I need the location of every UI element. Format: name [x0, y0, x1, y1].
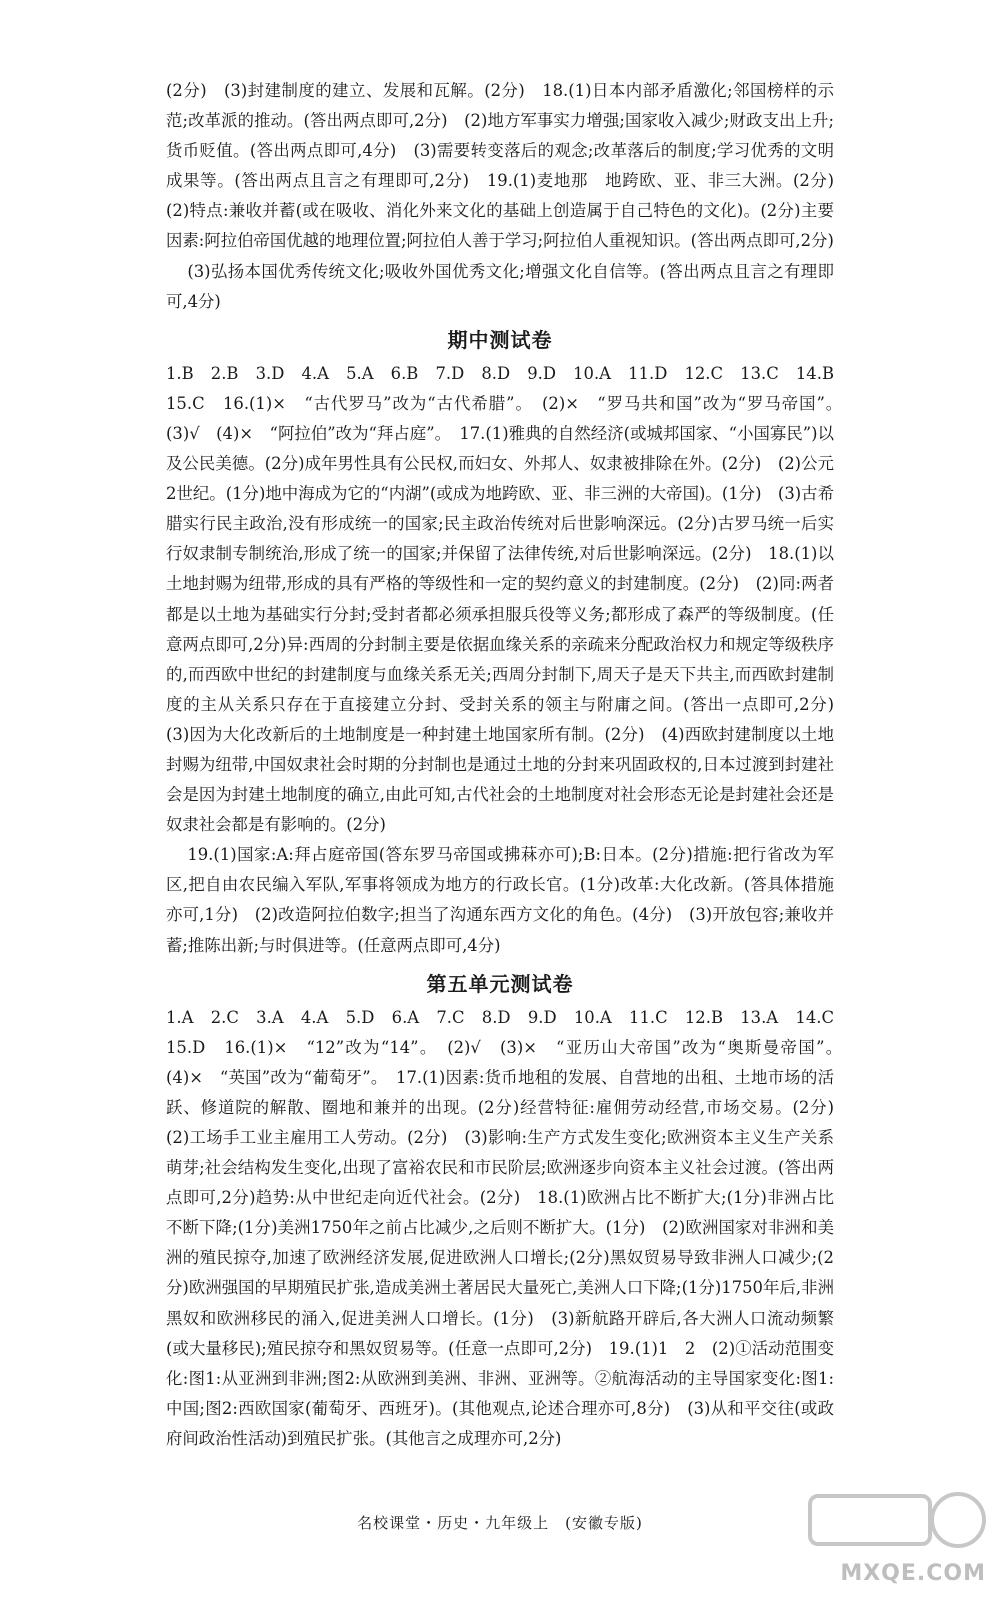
answer-page [166, 76, 851, 1454]
paragraph-top-1: (2分) (3)封建制度的建立、发展和瓦解。(2分) 18.(1)日本内部矛盾激化;邻国榜样的示范;改革派的推动。(答出两点即可,2分) (2)地方军事实力增强;国家收入减少;财政支出上升;货币贬值。(答出两点即可,4分) (3)需要转变落后的观念;改革落后的制度;学习优秀的文明成果等。(答出两点且言之有理即可,2分) 19.(1)麦地那 地跨欧、亚、非三大洲。(2分) (2)特点:兼收并蓄(或在吸收、消化外来文化的基础上创造属于自己特色的文化)。(2分)主要因素:阿拉伯帝国优越的地理位置;阿拉伯人善于学习;阿拉伯人重视知识。(答出两点即可,2分) [166, 81, 851, 251]
watermark-text: MXQE.COM [840, 1561, 986, 1586]
paragraph-midterm-1: 1.B 2.B 3.D 4.A 5.A 6.B 7.D 8.D 9.D 10.A 11.D 12.C 13.C 14.B 15.C 16.(1)× “古代罗马”改为“古代希腊”。 (2)× “罗马共和国”改为“罗马帝国”。 (3)√ (4)× “阿拉伯”改为“拜占庭”。 17.(1)雅典的自然经济(或城邦国家、“小国寡民”)以及公民美德。(2分)成年男性具有公民权,而妇女、外邦人、奴隶被排除在外。(2分) (2)公元2世纪。(1分)地中海成为它的“内湖”(或成为地跨欧、亚、非三洲的大帝国)。(1分) (3)古希腊实行民主政治,没有形成统一的国家;民主政治传统对后世影响深远。(2分)古罗马统一后实行奴隶制专制统治,形成了统一的国家;并保留了法律传统,对后世影响深远。(2分) 18.(1)以土地封赐为纽带,形成的具有严格的等级性和一定的契约意义的封建制度。(2分) (2)同:两者都是以土地为基础实行分封;受封者都必须承担服兵役等义务;都形成了森严的等级制度。(任意两点即可,2分)异:西周的分封制主要是依据血缘关系的亲疏来分配政治权力和规定等级秩序的,而西欧中世纪的封建制度与血缘关系无关;西周分封制下,周天子是天下共主,而西欧封建制度的主从关系只存在于直接建立分封、受封关系的领主与附庸之间。(答出一点即可,2分) (3)因为大化改新后的土地制度是一种封建土地国家所有制。(2分) (4)西欧封建制度以土地封赐为纽带,中国奴隶社会时期的分封制也是通过土地的分封来巩固政权的,日本过渡到封建社会是因为封建土地制度的确立,由此可知,古代社会的土地制度对社会形态无论是封建社会还是奴隶社会都是有影响的。(2分) [166, 363, 851, 835]
section-title-unit5: 第五单元测试卷 [426, 971, 574, 996]
watermark-logo [790, 1486, 986, 1586]
paragraph-midterm-2: 19.(1)国家:A:拜占庭帝国(答东罗马帝国或拂菻亦可);B:日本。(2分)措施:把行省改为军区,把自由农民编入军队,军事将领成为地方的行政长官。(1分)改革:大化改新。(答具体措施亦可,1分) (2)改造阿拉伯数字;担当了沟通东西方文化的角色。(4分) (3)开放包容;兼收并蓄;推陈出新;与时俱进等。(任意两点即可,4分) [166, 845, 834, 955]
paragraph-top-2: (3)弘扬本国优秀传统文化;吸收外国优秀文化;增强文化自信等。(答出两点且言之有理即可,4分) [166, 261, 834, 311]
section-title-midterm: 期中测试卷 [447, 327, 553, 352]
footer-edition: (安徽专版) [565, 1514, 643, 1532]
watermark-badge-icon [790, 1486, 986, 1556]
paragraph-unit5-1: 1.A 2.C 3.A 4.A 5.D 6.A 7.C 8.D 9.D 10.A 11.C 12.B 13.A 14.C 15.D 16.(1)× “12”改为“14”。 (2)√ (3)× “亚历山大帝国”改为“奥斯曼帝国”。 (4)× “英国”改为“葡萄牙”。 17.(1)因素:货币地租的发展、自营地的出租、土地市场的活跃、修道院的解散、圈地和兼并的出现。(2分)经营特征:雇佣劳动经营,市场交易。(2分) (2)工场手工业主雇用工人劳动。(2分) (3)影响:生产方式发生变化;欧洲资本主义生产关系萌芽;社会结构发生变化,出现了富裕农民和市民阶层;欧洲逐步向资本主义社会过渡。(答出两点即可,2分)趋势:从中世纪走向近代社会。(2分) 18.(1)欧洲占比不断扩大;(1分)非洲占比不断下降;(1分)美洲1750年之前占比减少,之后则不断扩大。(1分) (2)欧洲国家对非洲和美洲的殖民掠夺,加速了欧洲经济发展,促进欧洲人口增长;(2分)黑奴贸易导致非洲人口减少;(2分)欧洲强国的早期殖民扩张,造成美洲土著居民大量死亡,美洲人口下降;(1分)1750年后,非洲黑奴和欧洲移民的涌入,促进美洲人口增长。(1分) (3)新航路开辟后,各大洲人口流动频繁(或大量移民);殖民掠夺和黑奴贸易等。(任意一点即可,2分) 19.(1)1 2 (2)①活动范围变化:图1:从亚洲到非洲;图2:从欧洲到美洲、非洲、亚洲等。②航海活动的主导国家变化:图1:中国;图2:西欧国家(葡萄牙、西班牙)。(其他观点,论述合理亦可,8分) (3)从和平交往(或政府间政治性活动)到殖民扩张。(其他言之成理亦可,2分) [166, 1007, 851, 1448]
footer-book-title: 名校课堂・历史・九年级上 [357, 1514, 550, 1532]
